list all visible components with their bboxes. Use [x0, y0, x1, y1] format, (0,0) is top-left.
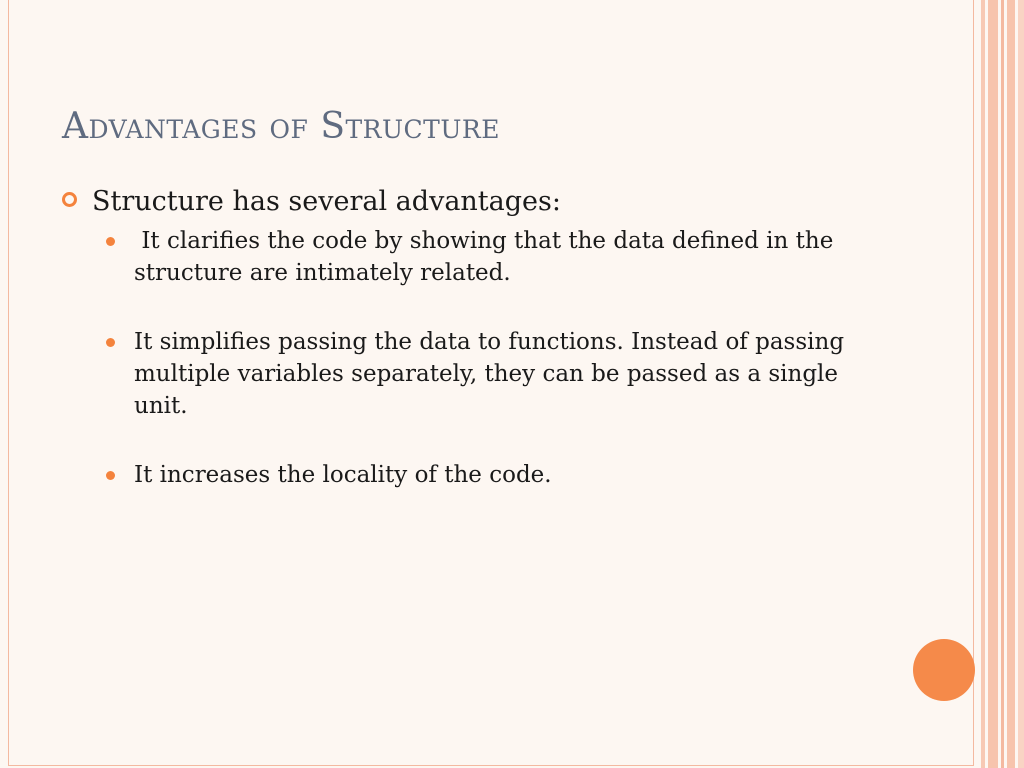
slide-title: Advantages of Structure: [62, 106, 501, 147]
sub-bullet-item: [106, 326, 912, 422]
slide-content: [62, 183, 912, 528]
main-bullet-point: [62, 183, 912, 221]
dot-bullet-icon: [106, 338, 115, 347]
dot-bullet-icon: [106, 471, 115, 480]
decorative-stripe: [1007, 0, 1015, 768]
sub-bullet-item: [106, 225, 912, 289]
main-point-text: Structure has several advantages:: [92, 186, 561, 217]
decorative-stripe: [1001, 0, 1004, 768]
sub-bullet-list: [106, 225, 912, 491]
decorative-stripe: [1018, 0, 1024, 768]
dot-bullet-icon: [106, 237, 115, 246]
sub-point-text: It clarifies the code by showing that the data defined in the structure are intimately related.: [134, 228, 841, 286]
decorative-orange-circle: [913, 639, 975, 701]
sub-point-text: It increases the locality of the code.: [134, 462, 552, 488]
sub-point-text: It simplifies passing the data to functions. Instead of passing multiple variables separately, they can be passed as a single unit.: [134, 329, 852, 419]
ring-bullet-icon: [62, 192, 77, 207]
decorative-stripe: [988, 0, 998, 768]
sub-bullet-item: [106, 459, 912, 491]
decorative-stripe: [981, 0, 985, 768]
